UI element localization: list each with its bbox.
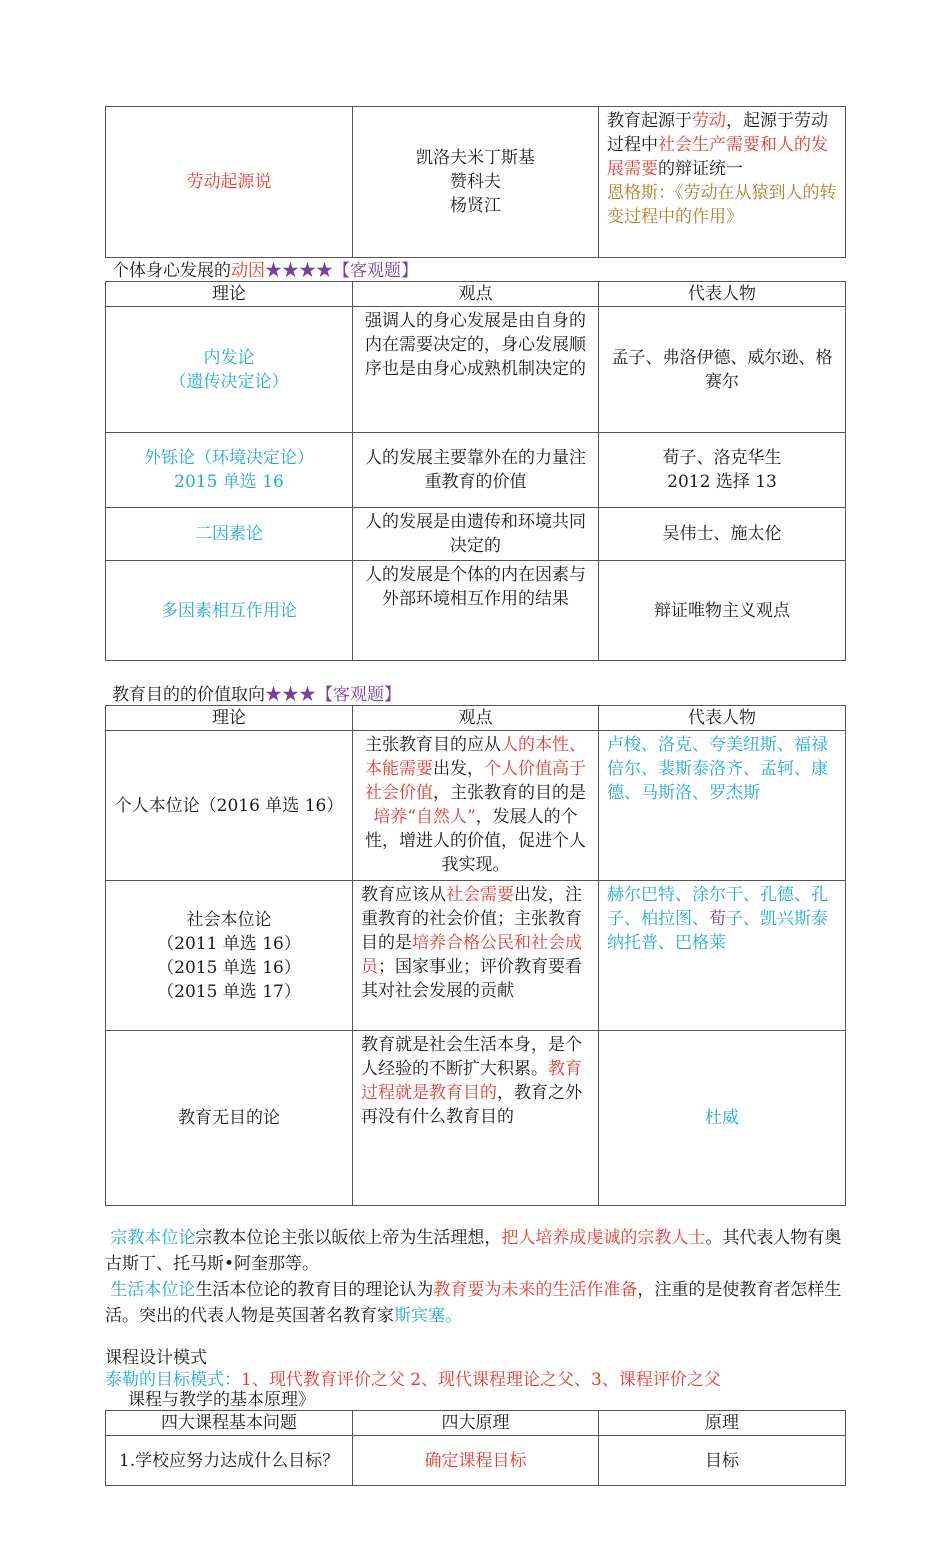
view-text: ，教育之外再没有什么教育目的 — [361, 1083, 582, 1127]
theory-cell — [106, 307, 353, 433]
table-row — [106, 508, 846, 561]
origin-desc-highlight: 社会生产需要和人的发展需要 — [607, 135, 828, 179]
header-view: 观点 — [353, 282, 599, 307]
table-row — [106, 881, 846, 1031]
people-text: 子、凯兴斯泰纳托普、巴格莱 — [607, 909, 828, 953]
aim-orientation-table — [105, 705, 846, 1206]
view-cell: 人的发展是个体的内在因素与外部环境相互作用的结果 — [353, 561, 599, 661]
origin-desc-highlight: 劳动 — [692, 111, 726, 131]
theory-note: 2015 单选 16 — [174, 472, 284, 492]
religion-paragraph — [105, 1225, 847, 1277]
para-text: ，注重的是使教育者怎样生活。突出的代表人物是英国著名教育家 — [105, 1280, 842, 1326]
para-text: 生活本位论的教育目的理论认为 — [195, 1280, 434, 1300]
table-row — [106, 307, 846, 433]
header-theory: 理论 — [106, 706, 353, 731]
theory-name: 内发论 — [203, 347, 255, 368]
people-text: 赫尔巴特、涂尔干、孔德、孔子、柏拉图、 — [607, 885, 828, 929]
para-term: 宗教本位论 — [110, 1228, 196, 1248]
tyler-titles: 1、现代教育评价之父 2、现代课程理论之父、3、课程评价之父 — [241, 1370, 721, 1390]
header-principle: 四大原理 — [353, 1411, 599, 1436]
origin-table — [105, 106, 846, 258]
origin-desc-text: 的辩证统一 — [658, 159, 743, 179]
view-cell: 强调人的身心发展是由自身的内在需要决定的，身心发展顺序也是由身心成熟机制决定的 — [353, 307, 599, 433]
para-term: 生活本位论 — [110, 1280, 196, 1300]
table-header-row — [106, 1411, 846, 1436]
para-text: 宗教本位论主张以皈依上帝为生活理想， — [195, 1228, 502, 1248]
theory-cell — [106, 433, 353, 508]
theory-note: （2015 单选 17） — [157, 981, 301, 1002]
people-name: 荀子、洛克华生 — [662, 448, 782, 468]
origin-person-2: 赞科夫 — [450, 172, 501, 192]
table-row — [106, 1031, 846, 1206]
tyler-term: 泰勒的目标模式： — [105, 1370, 241, 1390]
theory-cell: 个人本位论（2016 单选 16） — [106, 731, 353, 881]
view-cell — [353, 1031, 599, 1206]
table-row — [106, 561, 846, 661]
para-highlight: 把人培养成虔诚的宗教人士 — [501, 1228, 706, 1248]
theory-cell: 二因素论 — [106, 508, 353, 561]
view-text: 教育应该从 — [361, 885, 446, 905]
p-cell: 目标 — [599, 1436, 846, 1486]
origin-theory: 劳动起源说 — [106, 107, 353, 258]
theory-cell: 教育无目的论 — [106, 1031, 353, 1206]
header-people: 代表人物 — [599, 706, 846, 731]
view-text: ，主张教育的目的是 — [433, 783, 586, 803]
view-cell — [353, 731, 599, 881]
view-highlight: 社会需要 — [446, 885, 514, 905]
tyler-line — [105, 1369, 721, 1391]
theory-note: （2015 单选 16） — [157, 957, 301, 978]
theory-note: （2011 单选 16） — [157, 933, 301, 954]
view-text: 主张教育目的应从 — [365, 735, 501, 755]
section1-title-highlight: 动因 — [231, 261, 265, 281]
people-cell: 孟子、弗洛伊德、威尔逊、格赛尔 — [599, 307, 846, 433]
theory-name: 外铄论（环境决定论） — [144, 448, 314, 468]
section3-title: 课程设计模式 — [105, 1348, 207, 1368]
view-text: 教育就是社会生活本身，是个人经验的不断扩大积累。 — [361, 1035, 582, 1079]
origin-person-3: 杨贤江 — [450, 196, 501, 216]
para-person: 斯宾塞。 — [394, 1306, 462, 1326]
origin-desc-text: 教育起源于 — [607, 111, 692, 131]
para-highlight: 教育要为未来的生活作准备 — [433, 1280, 638, 1300]
people-cell: 杜威 — [599, 1031, 846, 1206]
people-highlight: 荀 — [709, 909, 726, 929]
theory-name: 社会本位论 — [186, 909, 272, 930]
view-cell: 人的发展是由遗传和环境共同决定的 — [353, 508, 599, 561]
view-highlight: 培养“自然人” — [373, 807, 476, 827]
theory-note: （遗传决定论） — [169, 371, 289, 392]
origin-description — [599, 107, 846, 258]
origin-row — [106, 107, 846, 258]
question-cell: 1.学校应努力达成什么目标？ — [106, 1436, 353, 1486]
view-cell: 人的发展主要靠外在的力量注重教育的价值 — [353, 433, 599, 508]
people-cell — [599, 433, 846, 508]
view-cell — [353, 881, 599, 1031]
origin-person-1: 凯洛夫米丁斯基 — [416, 148, 535, 168]
header-p: 原理 — [599, 1411, 846, 1436]
section2-stars: ★★★ — [265, 685, 316, 705]
people-cell: 卢梭、洛克、夸美纽斯、福禄倍尔、裴斯泰洛齐、孟轲、康德、马斯洛、罗杰斯 — [599, 731, 846, 881]
view-highlight: 人的本性、本能需要 — [365, 735, 586, 779]
view-text: 出发，注重教育的社会价值；主张教育目的是 — [361, 885, 582, 953]
curriculum-table — [105, 1410, 846, 1486]
table-row — [106, 433, 846, 508]
view-text: ，发展人的个性，增进人的价值，促进个人我实现。 — [365, 807, 586, 875]
tyler-book: 课程与教学的基本原理》 — [128, 1390, 315, 1410]
section1-stars: ★★★★ — [265, 261, 333, 281]
section2-title — [112, 684, 401, 706]
origin-quote: 恩格斯：《劳动在从猿到人的转变过程中的作用》 — [607, 183, 837, 227]
life-paragraph — [105, 1277, 847, 1329]
section1-title — [112, 260, 418, 282]
theory-cell — [106, 881, 353, 1031]
people-cell — [599, 881, 846, 1031]
view-text: 出发， — [433, 759, 484, 779]
table-header-row — [106, 706, 846, 731]
view-highlight: 培养合格公民和社会成员 — [361, 933, 582, 977]
view-highlight: 个人价值高于社会价值 — [365, 759, 586, 803]
people-cell: 辩证唯物主义观点 — [599, 561, 846, 661]
origin-people — [353, 107, 599, 258]
section1-title-text: 个体身心发展的 — [112, 261, 231, 281]
table-row — [106, 731, 846, 881]
principle-cell: 确定课程目标 — [353, 1436, 599, 1486]
view-highlight: 教育过程就是教育目的 — [361, 1059, 582, 1103]
section2-title-text: 教育目的的价值取向 — [112, 685, 265, 705]
para-text: 。其代表人物有奥古斯丁、托马斯•阿奎那等。 — [105, 1228, 842, 1274]
table-row — [106, 1436, 846, 1486]
header-people: 代表人物 — [599, 282, 846, 307]
origin-desc-text: ，起源于劳动过程中 — [607, 111, 828, 155]
header-question: 四大课程基本问题 — [106, 1411, 353, 1436]
people-note: 2012 选择 13 — [667, 472, 777, 492]
section2-tag: 【客观题】 — [316, 685, 401, 705]
view-text: ；国家事业；评价教育要看其对社会发展的贡献 — [361, 957, 582, 1001]
table-header-row — [106, 282, 846, 307]
theory-cell: 多因素相互作用论 — [106, 561, 353, 661]
header-view: 观点 — [353, 706, 599, 731]
header-theory: 理论 — [106, 282, 353, 307]
people-cell: 吴伟士、施太伦 — [599, 508, 846, 561]
section1-tag: 【客观题】 — [333, 261, 418, 281]
development-table — [105, 281, 846, 661]
